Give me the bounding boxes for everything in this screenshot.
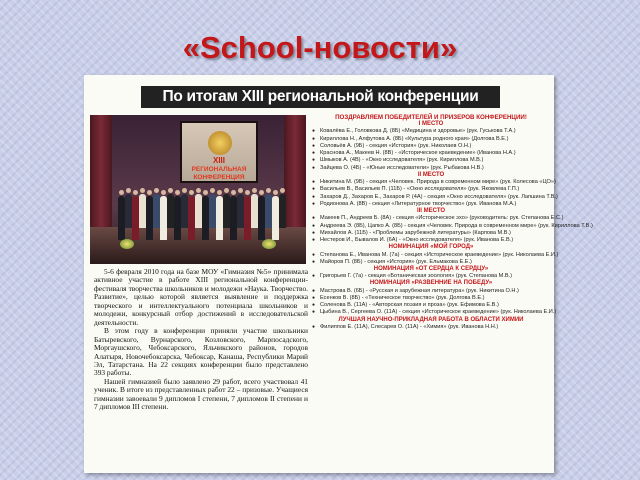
winner-entry: ● Родионова А. (8В) - секция «Литературное творчество» (рук. Иванова М.А.) (312, 201, 550, 208)
article-text (94, 268, 308, 412)
participant-figure (202, 196, 209, 240)
participant-figure (251, 194, 258, 228)
winner-entry: ● Соловьёв А. (9Б) - секция «История» (рук. Николаев О.Н.) (312, 143, 550, 150)
winner-entry: ● Краснова А., Макеев Н. (8В) - «Историческое краеведение» (Иванова Н.А.) (312, 150, 550, 157)
winner-entry: ● Васильев В., Васильев П. (11Б) - «Окно исследователя» (рук. Яковлева Г.П.) (312, 186, 550, 193)
results-section-title: НОМИНАЦИЯ «РАЗВЕННИЕ НА ПОБЕДУ» (369, 280, 493, 287)
participant-figure (118, 196, 125, 240)
participant-figure (258, 196, 265, 240)
participant-figure (216, 196, 223, 240)
results-column (312, 114, 593, 331)
participant-figure (188, 196, 195, 240)
winners-list (312, 287, 557, 317)
winner-entry: ● Григорьев Г. (7а) - секция «Ботаническая зоология» (рук. Степанова М.В.) (312, 273, 550, 280)
winner-entry: ● Мастрова В. (6Б) - «Русская и зарубежная литература» (рук. Никитина О.Н.) (312, 288, 550, 295)
projection-screen (180, 121, 258, 183)
participant-figure (265, 194, 272, 228)
winner-entry: ● Шмыков А. (4В) - «Окно исследователя» (рук. Кириллова М.В.) (312, 157, 550, 164)
participant-figure (132, 196, 139, 240)
winners-list (312, 324, 550, 331)
participant-figure (209, 194, 216, 228)
participant-figure (195, 194, 202, 228)
participant-figure (146, 196, 153, 240)
winner-entry: ● Никитина М. (9Б) - секция «Человек. Природа в современном мире» (рук. Колесова «ЦО») (312, 179, 550, 186)
article-paragraph: В этом году в конференции приняли участие школьники Батыревского, Вурнарского, Козловского, Марпосадского, Моргаушского, Чебоксарского, Яльчикского районов, городов Алатыря, Новочебоксарска, Чебоксар, Канаша, Республики Марий Эл, Татарстана. На 22 секциях конференции было представлено 393 работы. (94, 326, 308, 378)
winners-list (312, 128, 550, 172)
participant-figure (272, 196, 279, 240)
participant-figure (230, 196, 237, 240)
participant-figure (244, 196, 251, 240)
participant-figure (223, 194, 230, 228)
winner-entry: ● Ковалёва Е., Головкова Д. (8Б) «Медицина и здоровье» (рук. Гуськова Т.А.) (312, 128, 550, 135)
participant-figure (139, 194, 146, 228)
winner-entry: ● Степанова Е., Иванова М. (7а) - секция «Историческое краеведение» (рук. Николаева Е.И.) (312, 252, 550, 259)
results-section-title: I МЕСТО (418, 121, 444, 128)
results-section-title: НОМИНАЦИЯ «МОЙ ГОРОД» (388, 244, 474, 251)
results-section-title: ЛУЧШАЯ НАУЧНО-ПРИКЛАДНАЯ РАБОТА В ОБЛАСТИ ХИМИИ (338, 316, 524, 323)
participant-figure (125, 194, 132, 228)
winner-entry: ● Есенков В. (8Б) - «Техническое творчество» (рук. Долгова В.Е.) (312, 295, 550, 302)
winner-entry: ● Андреева Э. (8Б), Цапко А. (8Б) - секция «Человек. Природа в современном мире» (рук. Кириллова Т.В.) (312, 223, 550, 230)
participant-figure (153, 194, 160, 228)
winners-list (312, 179, 558, 208)
article-paragraph: Нашей гимназией было заявлено 29 работ, всего участвовал 41 ученик. В итоге из представленных работ 22 – призовые. Учащиеся гимназии завоевали 9 дипломов I степени, 7 дипломов II степени и 7 дипломов III степени. (94, 376, 308, 412)
winner-entry: ● Кириллова Н., Алфутова А. (8Б) «Культура родного края» (Долгова В.Е.) (312, 136, 550, 143)
conference-emblem-icon (208, 131, 232, 155)
screen-caption: КОНФЕРЕНЦИЯ (193, 174, 245, 181)
screen-caption: XIII (212, 156, 225, 165)
participant-figure (279, 194, 286, 228)
participant-figure (237, 194, 244, 228)
results-heading: ПОЗДРАВЛЯЕМ ПОБЕДИТЕЛЕЙ И ПРИЗЕРОВ КОНФЕРЕНЦИИ! (335, 114, 527, 121)
results-section-title: НОМИНАЦИЯ «ОТ СЕРДЦА К СЕРДЦУ» (373, 266, 489, 273)
article-paragraph: 5-6 февраля 2010 года на базе МОУ «Гимназия №5» принимала активное участие в работе XIII региональной конференции-фестиваля творчества школьников и молодежи «Наука. Творчество. Развитие», целью которой является выявление и поддержка творческого и интеллектуального потенциала школьников и молодежи, конкурсный отбор достижений в исследовательской деятельности. (94, 267, 308, 327)
screen-caption: РЕГИОНАЛЬНАЯ (191, 166, 247, 173)
newspaper-banner: По итогам XIII региональной конференции (141, 86, 500, 108)
conference-photo (90, 115, 306, 264)
participant-figure (160, 196, 167, 240)
winners-list (312, 215, 593, 244)
participant-figure (167, 194, 174, 228)
winners-list (312, 251, 559, 267)
winner-entry: ● Макеев П., Андреев Б. (8А) - секция «Историческое эхо» (руководитель: рук. Степанова Е.С.) (312, 215, 550, 222)
winner-entry: ● Зайцева О. (4Б) - «Юные исследователи» (рук. Рыбакова Н.В.) (312, 165, 550, 172)
winner-entry: ● Нестеров И., Бывалов И. (6А) - «Окно исследователя» (рук. Иванова Е.В.) (312, 237, 550, 244)
winner-entry: ● Майоров П. (8Б) - секция «История» (рук. Ельмакова Е.Е.) (312, 259, 550, 266)
winner-entry: ● Соленова В. (11А) - «Авторская поэзия и проза» (рук. Ефимова Е.В.) (312, 302, 550, 309)
newspaper-clipping (84, 75, 593, 473)
winner-entry: ● Филиппов Е. (11А), Слесарев О. (11А) - «Химия» (рук. Иванова Н.Н.) (312, 324, 550, 331)
flowers-decoration (120, 239, 134, 249)
winner-entry: ● Михайлов А. (11Б) - «Проблемы зарубежной литературы» (Карпова М.В.) (312, 230, 550, 237)
participant-figure (181, 194, 188, 228)
results-section-title: II МЕСТО (417, 171, 445, 178)
slide-title: «School-новости» (182, 30, 458, 65)
participants-group (114, 185, 284, 240)
flowers-decoration (262, 239, 276, 249)
winner-entry: ● Захаров Д., Захаров Е., Захаров Р. (4А) - секция «Окно исследователя» (рук. Лапшина Т.В.) (312, 194, 550, 201)
winners-list (312, 273, 550, 280)
participant-figure (174, 196, 181, 240)
results-section-title: III МЕСТО (416, 208, 446, 215)
winner-entry: ● Цыбина В., Сергеева О. (11А) - секция «Историческое краеведение» (рук. Николаева Е.И.) (312, 309, 550, 316)
